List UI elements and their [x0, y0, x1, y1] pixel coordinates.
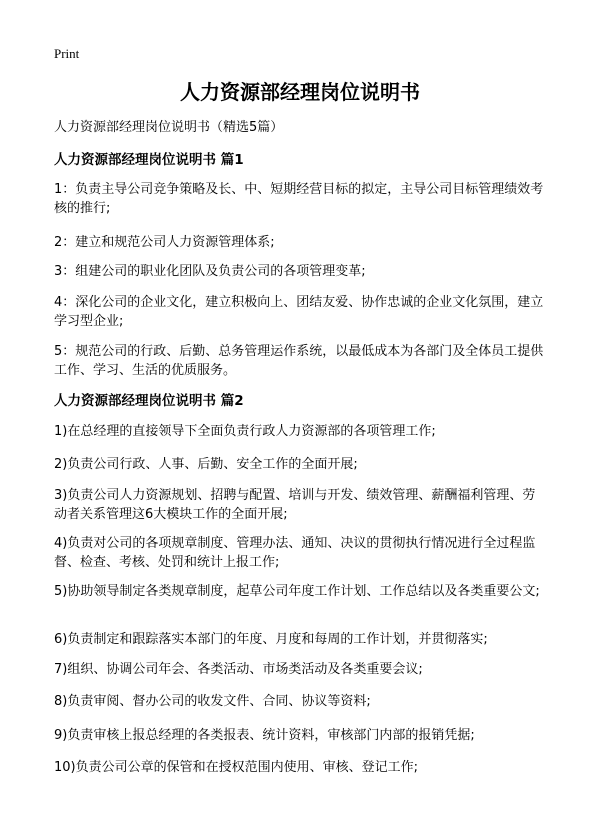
section-2-item-5: 5)协助领导制定各类规章制度，起草公司年度工作计划、工作总结以及各类重要公文;: [54, 584, 540, 599]
section-1-item-5: 5：规范公司的行政、后勤、总务管理运作系统，以最低成本为各部门及全体员工提供工作、学习、生活的优质服务。: [54, 344, 544, 378]
section-2-item-4: 4)负责对公司的各项规章制度、管理办法、通知、决议的贯彻执行情况进行全过程监督、检查、考核、处罚和统计上报工作;: [54, 536, 536, 570]
document-title: 人力资源部经理岗位说明书: [180, 80, 420, 104]
section-2-item-10: 10)负责公司公章的保管和在授权范围内使用、审核、登记工作;: [54, 760, 418, 775]
section-2-item-2: 2)负责公司行政、人事、后勤、安全工作的全面开展;: [54, 457, 358, 472]
section-2-item-7: 7)组织、协调公司年会、各类活动、市场类活动及各类重要会议;: [54, 662, 423, 677]
document-subtitle: 人力资源部经理岗位说明书（精选5篇）: [54, 120, 284, 135]
section-2-item-9: 9)负责审核上报总经理的各类报表、统计资料，审核部门内部的报销凭据;: [54, 728, 475, 743]
section-1-item-2: 2：建立和规范公司人力资源管理体系;: [54, 235, 275, 250]
section-1-heading: 人力资源部经理岗位说明书 篇1: [54, 152, 244, 168]
section-2-item-8: 8)负责审阅、督办公司的收发文件、合同、协议等资料;: [54, 694, 371, 709]
section-1-item-4: 4：深化公司的企业文化，建立积极向上、团结友爱、协作忠诚的企业文化氛围，建立学习型企业;: [54, 295, 544, 329]
section-2-item-6: 6)负责制定和跟踪落实本部门的年度、月度和每周的工作计划，并贯彻落实;: [54, 632, 488, 647]
section-2-heading: 人力资源部经理岗位说明书 篇2: [54, 393, 244, 409]
section-2-item-3: 3)负责公司人力资源规划、招聘与配置、培训与开发、绩效管理、薪酬福利管理、劳动者关系管理这6大模块工作的全面开展;: [54, 488, 536, 522]
print-link[interactable]: Print: [54, 46, 80, 61]
section-1-item-1: 1：负责主导公司竞争策略及长、中、短期经营目标的拟定，主导公司目标管理绩效考核的推行;: [54, 182, 544, 216]
section-1-item-3: 3：组建公司的职业化团队及负责公司的各项管理变革;: [54, 264, 366, 279]
section-2-item-1: 1)在总经理的直接领导下全面负责行政人力资源部的各项管理工作;: [54, 424, 436, 439]
